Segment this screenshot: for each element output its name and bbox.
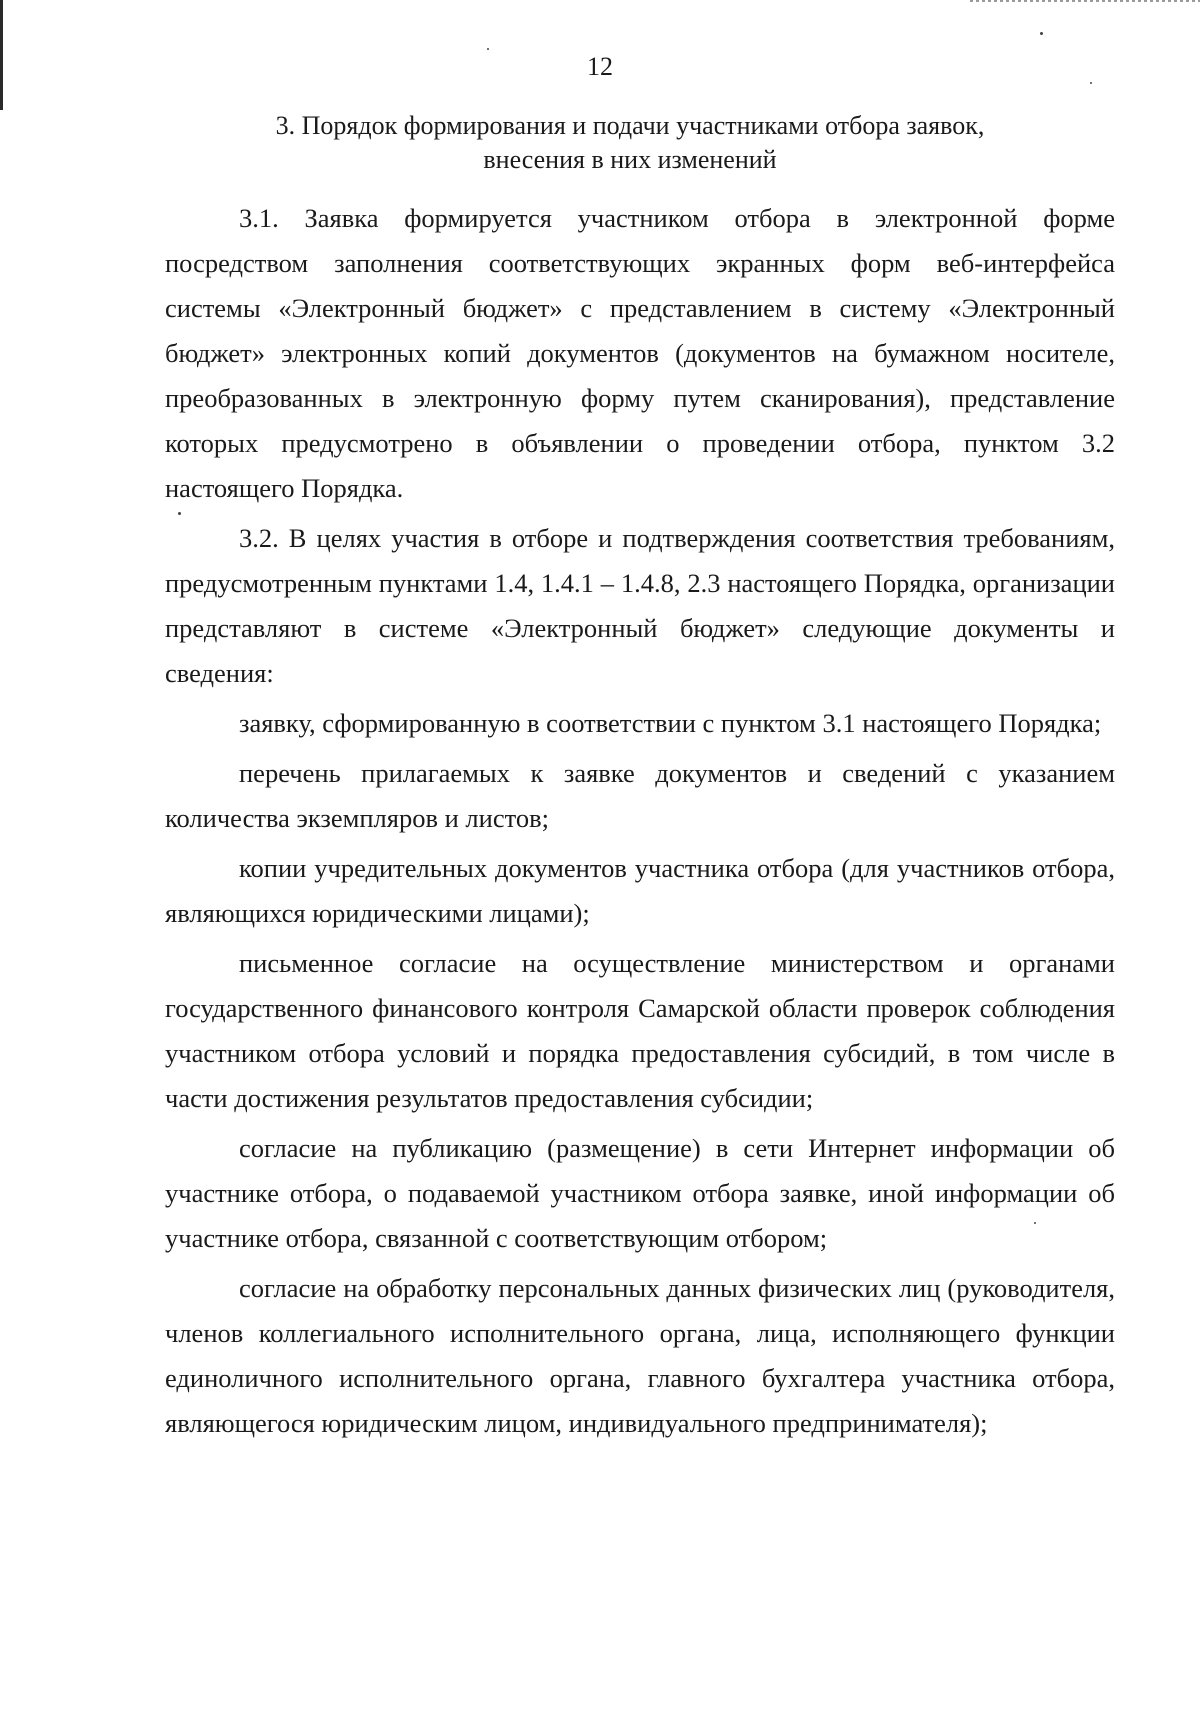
section-title-line-2: внесения в них изменений [483,145,777,174]
list-item: согласие на публикацию (размещение) в сети Интернет информации об участнике отбора, о подаваемой участником отбора заявке, иной информации об участнике отбора, связанной с соответствующим отбором; [165,1133,1115,1253]
list-item: письменное согласие на осуществление министерством и органами государственного финансового контроля Самарской области проверок соблюдения участником отбора условий и порядка предоставления субсидий, в том числе в части достижения результатов предоставления субсидии; [165,948,1115,1113]
list-item: перечень прилагаемых к заявке документов и сведений с указанием количества экземпляров и листов; [165,758,1115,833]
paragraph-3-1: 3.1. Заявка формируется участником отбора в электронной форме посредством заполнения соответствующих экранных форм веб-интерфейса системы «Электронный бюджет» с представлением в систему «Электронный бюджет» электронных копий документов (документов на бумажном носителе, преобразованных в электронную форму путем сканирования), представление которых предусмотрено в объявлении о проведении отбора, пунктом 3.2 настоящего Порядка. [165,203,1115,503]
list-item: заявку, сформированную в соответствии с пунктом 3.1 настоящего Порядка; [239,708,1102,738]
scan-speck [1090,82,1092,84]
scan-speck [1040,32,1043,35]
document-body [165,196,1115,1446]
section-title [200,109,1060,177]
scan-dotted-line [970,0,1200,2]
page-number: 12 [587,52,613,81]
section-title-line-1: 3. Порядок формирования и подачи участниками отбора заявок, [275,111,985,140]
scan-speck [487,48,489,50]
list-item: согласие на обработку персональных данных физических лиц (руководителя, членов коллегиального исполнительного органа, лица, исполняющего функции единоличного исполнительного органа, главного бухгалтера участника отбора, являющегося юридическим лицом, индивидуального предпринимателя); [165,1273,1115,1438]
paragraph-3-2: 3.2. В целях участия в отборе и подтверждения соответствия требованиям, предусмотренным пунктами 1.4, 1.4.1 – 1.4.8, 2.3 настоящего Порядка, организации представляют в системе «Электронный бюджет» следующие документы и сведения: [165,523,1115,688]
list-item: копии учредительных документов участника отбора (для участников отбора, являющихся юридическими лицами); [165,853,1115,928]
